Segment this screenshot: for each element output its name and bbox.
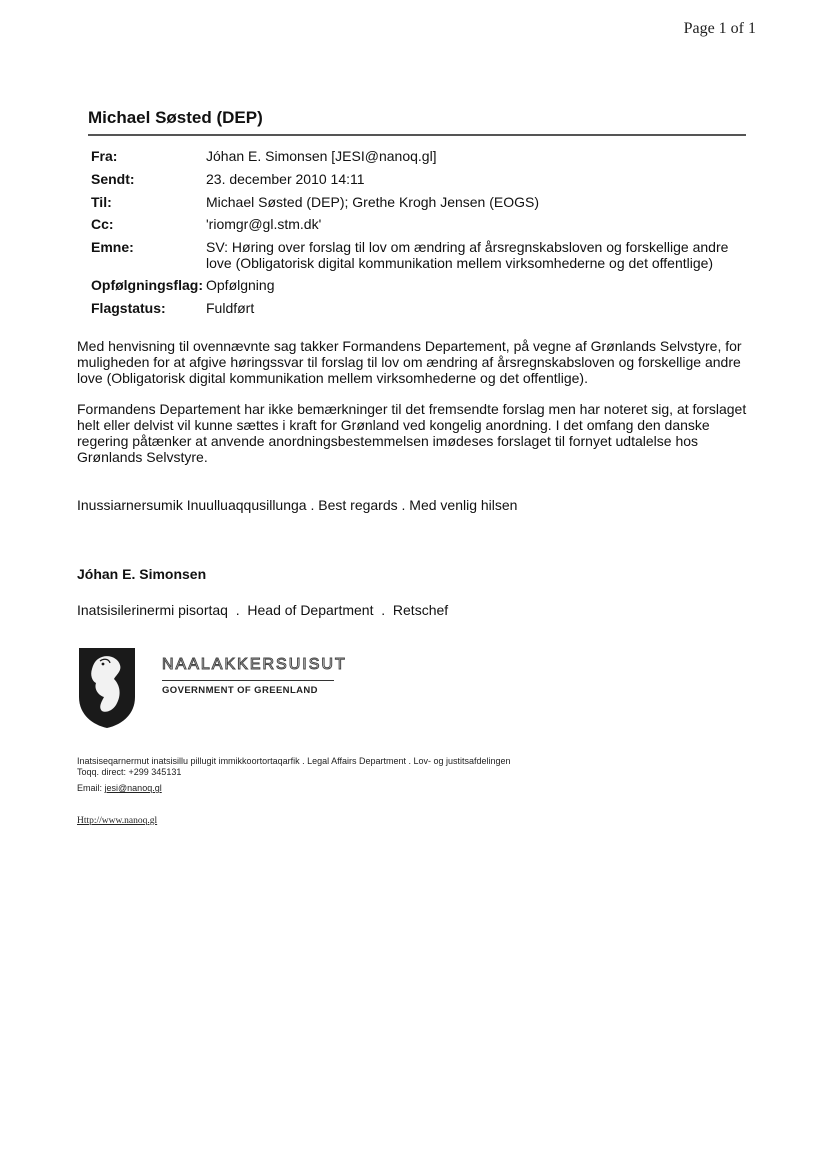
website-link[interactable]: Http://www.nanoq.gl	[77, 816, 158, 826]
from-value: Jóhan E. Simonsen [JESI@nanoq.gl]	[206, 148, 437, 164]
cc-label: Cc:	[91, 216, 114, 232]
body-paragraph-2: Formandens Departement har ikke bemærkninger til det fremsendte forslag men har noteret sig, at forslaget helt eller delvist vil kunne sættes i kraft for Grønland ved kongelig anordning. I det omfang den danske regering påtænker at anvende anordningsbestemmelsen imødeses forslaget til fornyet udtalelse hos Grønlands Selvstyre.	[77, 401, 747, 465]
to-value: Michael Søsted (DEP); Grethe Krogh Jensen (EOGS)	[206, 194, 540, 210]
direct-phone: Toqq. direct: +299 345131	[77, 767, 182, 777]
email-line	[77, 783, 162, 794]
body-paragraph-1: Med henvisning til ovennævnte sag takker Formandens Departement, på vegne af Grønlands Selvstyre, for muligheden for at afgive høringssvar til forslag til lov om ændring af årsregnskabsloven og forskellige andre love (Obligatorisk digital kommunikation mellem virksomhederne og det offentlige).	[77, 338, 742, 386]
from-label: Fra:	[91, 148, 118, 164]
subject-value: SV: Høring over forslag til lov om ændring af årsregnskabsloven og forskellige andre love (Obligatorisk digital kommunikation mellem virksomhederne og det offentlige)	[206, 239, 729, 271]
closing-line: Inussiarnersumik Inuulluaqqusillunga . Best regards . Med venlig hilsen	[77, 497, 518, 513]
greenland-coat-of-arms-icon	[76, 645, 138, 729]
sent-label: Sendt:	[91, 171, 135, 187]
page-indicator: Page 1 of 1	[683, 20, 756, 37]
sent-value: 23. december 2010 14:11	[206, 171, 365, 187]
to-label: Til:	[91, 194, 112, 210]
cc-value: 'riomgr@gl.stm.dk'	[206, 216, 322, 232]
email-label: Email:	[77, 783, 103, 793]
flag-status-label: Flagstatus:	[91, 300, 166, 316]
flag-status-value: Fuldført	[206, 300, 255, 316]
followup-flag-value: Opfølgning	[206, 277, 275, 293]
subject-label: Emne:	[91, 239, 134, 255]
organization-name: NAALAKKERSUISUT	[162, 656, 347, 673]
department-line: Inatsiseqarnermut inatsisillu pillugit immikkoortortaqarfik . Legal Affairs Department . Lov- og justitsafdelingen	[77, 756, 511, 766]
signature-title: Inatsisilerinermi pisortaq . Head of Department . Retschef	[77, 602, 449, 618]
email-link[interactable]: jesi@nanoq.gl	[104, 783, 162, 793]
followup-flag-label: Opfølgningsflag:	[91, 277, 203, 293]
organization-subtitle: GOVERNMENT OF GREENLAND	[162, 685, 318, 696]
logo-divider	[162, 680, 334, 681]
mailbox-owner-title: Michael Søsted (DEP)	[88, 108, 263, 127]
header-divider	[88, 134, 746, 136]
signature-name: Jóhan E. Simonsen	[77, 566, 207, 582]
